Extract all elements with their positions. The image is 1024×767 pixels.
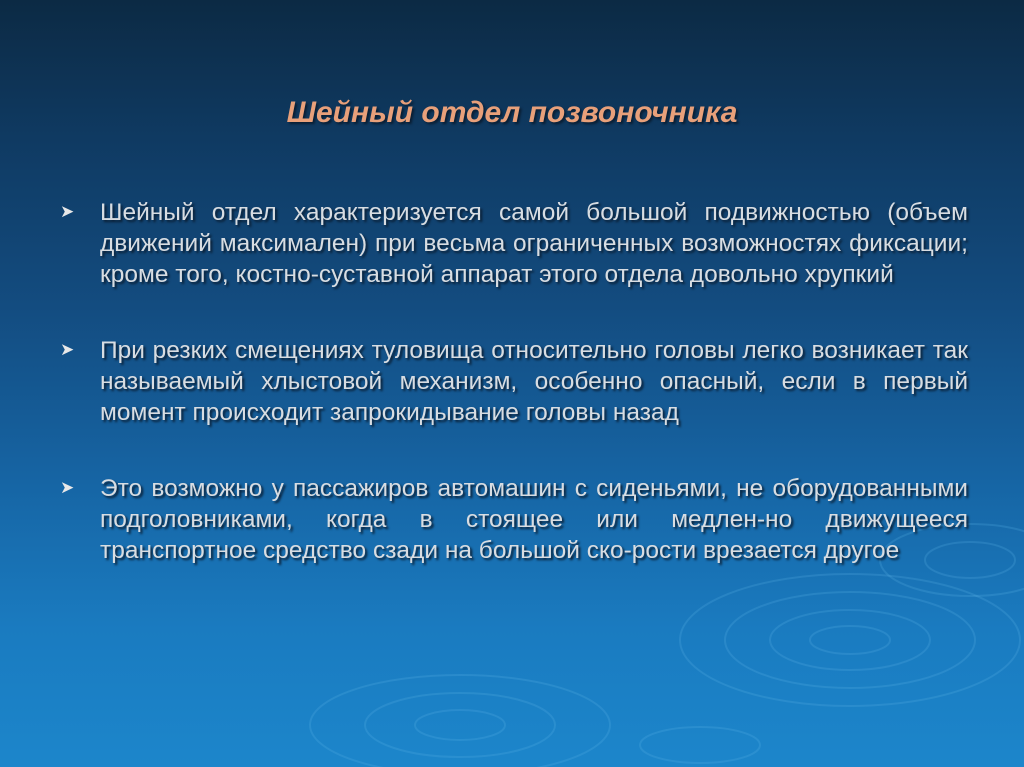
bullet-text: Шейный отдел характеризуется самой большой подвижностью (объем движений максимален) при весьма ограниченных возможностях фиксации; кроме того, костно-суставной аппарат этого отдела довольно хрупкий bbox=[100, 199, 968, 288]
slide-title: Шейный отдел позвоночника bbox=[286, 96, 738, 129]
bullet-text: Это возможно у пассажиров автомашин с сиденьями, не оборудованными подголовниками, когда в стоящее или медлен-но движущееся транспортное средство сзади на большой ско-рости врезается другое bbox=[100, 475, 968, 564]
bullet-text: При резких смещениях туловища относительно головы легко возникает так называемый хлыстовой механизм, особенно опасный, если в первый момент происходит запрокидывание головы назад bbox=[100, 337, 968, 426]
bullet-item bbox=[60, 335, 968, 428]
bullet-item bbox=[60, 473, 968, 566]
arrow-right-icon: ➤ bbox=[60, 478, 75, 497]
arrow-right-icon: ➤ bbox=[60, 202, 75, 221]
arrow-right-icon: ➤ bbox=[60, 340, 75, 359]
bullet-item bbox=[60, 197, 968, 290]
bullet-list bbox=[60, 197, 968, 611]
